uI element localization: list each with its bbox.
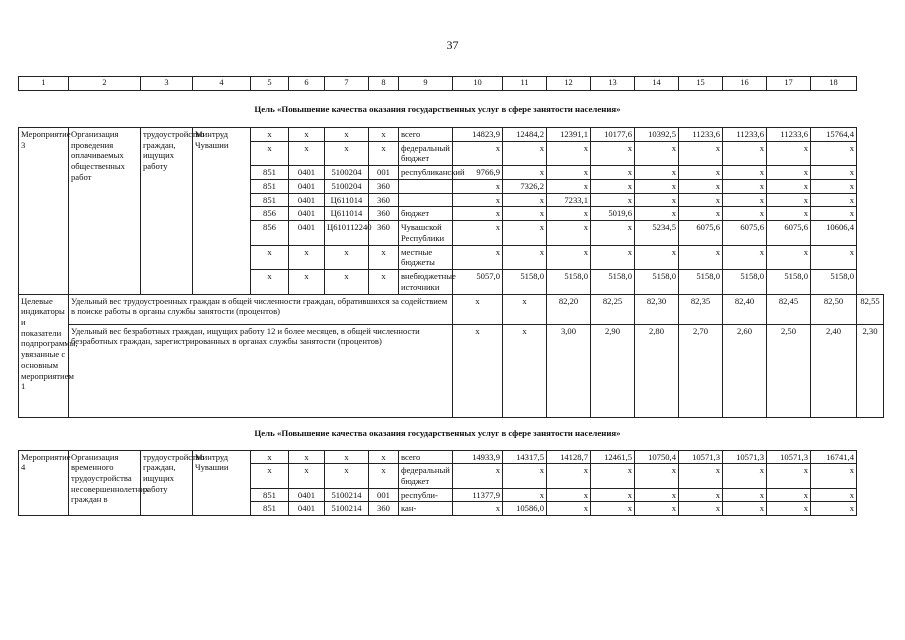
cell: x (635, 502, 679, 516)
cell: x (453, 245, 503, 269)
cell: 5158,0 (547, 270, 591, 294)
cell: x (591, 488, 635, 502)
cell: x (723, 245, 767, 269)
cell: x (289, 245, 325, 269)
cell: Ц611014 (325, 193, 369, 207)
cell: x (723, 193, 767, 207)
cell: 82,50 (811, 294, 857, 324)
cell: 10586,0 (503, 502, 547, 516)
cell: 5057,0 (453, 270, 503, 294)
cell: x (369, 245, 399, 269)
cell: x (547, 245, 591, 269)
cell: x (591, 166, 635, 180)
cell: 10571,3 (723, 450, 767, 464)
cell: 0401 (289, 221, 325, 245)
cell: x (811, 464, 857, 488)
column-number: 18 (811, 77, 857, 91)
cell: x (767, 502, 811, 516)
cell: 856 (251, 221, 289, 245)
column-number: 1 (19, 77, 69, 91)
cell: 14128,7 (547, 450, 591, 464)
cell: 7326,2 (503, 179, 547, 193)
cell: x (679, 207, 723, 221)
cell: x (503, 488, 547, 502)
cell: x (289, 128, 325, 142)
cell: x (679, 502, 723, 516)
cell: x (723, 141, 767, 165)
cell: x (325, 141, 369, 165)
cell: x (503, 221, 547, 245)
cell: x (453, 502, 503, 516)
cell: 14933,9 (453, 450, 503, 464)
cell: Ц611014 (325, 207, 369, 221)
cell: x (723, 179, 767, 193)
cell: x (547, 207, 591, 221)
cell: 0401 (289, 502, 325, 516)
cell: 0401 (289, 166, 325, 180)
cell: x (547, 502, 591, 516)
cell: x (635, 166, 679, 180)
cell: 10750,4 (635, 450, 679, 464)
column-number: 15 (679, 77, 723, 91)
cell: x (289, 270, 325, 294)
cell: x (635, 193, 679, 207)
m4-row-total (19, 450, 884, 464)
column-number: 13 (591, 77, 635, 91)
cell: 360 (369, 207, 399, 221)
cell: x (453, 221, 503, 245)
cell: 5158,0 (591, 270, 635, 294)
cell: 851 (251, 179, 289, 193)
cell: 2,90 (591, 324, 635, 417)
cell: x (251, 450, 289, 464)
column-number: 16 (723, 77, 767, 91)
cell: x (251, 245, 289, 269)
cell: 10606,4 (811, 221, 857, 245)
cell: x (547, 179, 591, 193)
cell: x (767, 245, 811, 269)
cell: 10571,3 (679, 450, 723, 464)
cell: x (767, 488, 811, 502)
cell: x (679, 488, 723, 502)
cell: x (453, 464, 503, 488)
cell: 5158,0 (635, 270, 679, 294)
cell: 001 (369, 488, 399, 502)
cell: x (591, 221, 635, 245)
cell: республиканский (399, 166, 453, 180)
cell: x (635, 488, 679, 502)
cell: x (811, 502, 857, 516)
cell: 851 (251, 166, 289, 180)
cell: x (635, 179, 679, 193)
cell: x (453, 207, 503, 221)
cell: x (503, 324, 547, 417)
cell: x (369, 464, 399, 488)
cell: 5019,6 (591, 207, 635, 221)
cell: x (325, 270, 369, 294)
cell: x (289, 450, 325, 464)
column-number: 12 (547, 77, 591, 91)
cell: x (591, 502, 635, 516)
cell: x (251, 270, 289, 294)
cell: x (325, 245, 369, 269)
cell: x (453, 294, 503, 324)
cell: 0401 (289, 193, 325, 207)
cell: 5100204 (325, 179, 369, 193)
cell: 2,50 (767, 324, 811, 417)
cell: x (679, 141, 723, 165)
cell: 5100214 (325, 502, 369, 516)
cell: 11233,6 (723, 128, 767, 142)
cell: x (503, 193, 547, 207)
cell: 2,40 (811, 324, 857, 417)
cell: всего (399, 128, 453, 142)
cell: x (503, 464, 547, 488)
cell: 82,40 (723, 294, 767, 324)
cell: 15764,4 (811, 128, 857, 142)
cell: x (635, 464, 679, 488)
cell: 6075,6 (767, 221, 811, 245)
column-number: 5 (251, 77, 289, 91)
cell: 5158,0 (723, 270, 767, 294)
cell: x (679, 179, 723, 193)
cell: x (811, 179, 857, 193)
cell: x (767, 207, 811, 221)
cell: x (679, 245, 723, 269)
cell: x (723, 502, 767, 516)
cell: x (251, 464, 289, 488)
cell: Чувашской Республики (399, 221, 453, 245)
m3-name: Мероприятие 3 (19, 128, 69, 295)
cell: x (325, 464, 369, 488)
cell: x (767, 193, 811, 207)
cell: 6075,6 (679, 221, 723, 245)
cell: x (811, 207, 857, 221)
column-number: 10 (453, 77, 503, 91)
cell: x (723, 207, 767, 221)
m3-row-total (19, 128, 884, 142)
column-number: 11 (503, 77, 547, 91)
cell: x (547, 488, 591, 502)
cell: x (723, 488, 767, 502)
cell: x (251, 128, 289, 142)
cell: 82,35 (679, 294, 723, 324)
column-number: 8 (369, 77, 399, 91)
cell: x (591, 245, 635, 269)
cell: x (811, 245, 857, 269)
cell: x (503, 166, 547, 180)
cell: внебюджетные источники (399, 270, 453, 294)
cell: 360 (369, 179, 399, 193)
cell: x (767, 141, 811, 165)
cell: x (635, 207, 679, 221)
cell: x (767, 179, 811, 193)
m4-description: Организация временного трудоустройства несовершеннолетних граждан в (69, 450, 141, 516)
cell: республи- (399, 488, 453, 502)
cell: 2,60 (723, 324, 767, 417)
column-number: 9 (399, 77, 453, 91)
cell: 2,80 (635, 324, 679, 417)
cell: 12484,2 (503, 128, 547, 142)
goal-title-2: Цель «Повышение качества оказания государственных услуг в сфере занятости населения» (254, 428, 621, 439)
cell: 856 (251, 207, 289, 221)
cell: x (811, 193, 857, 207)
cell: x (635, 141, 679, 165)
cell: 12461,5 (591, 450, 635, 464)
cell: 14317,5 (503, 450, 547, 464)
cell: 3,00 (547, 324, 591, 417)
cell: 2,30 (857, 324, 884, 417)
cell: x (289, 141, 325, 165)
cell: 82,45 (767, 294, 811, 324)
m3-executor: Минтруд Чувашии (193, 128, 251, 295)
cell: x (767, 464, 811, 488)
indicator-text-2: Удельный вес безработных граждан, ищущих работу 12 и более месяцев, в общей численности безработных граждан, зарегистрированных в органах службы занятости (процентов) (69, 324, 453, 417)
cell: x (325, 450, 369, 464)
cell: местные бюджеты (399, 245, 453, 269)
cell: 360 (369, 221, 399, 245)
cell: 2,70 (679, 324, 723, 417)
cell: 10392,5 (635, 128, 679, 142)
cell: x (723, 166, 767, 180)
cell: 11377,9 (453, 488, 503, 502)
cell: всего (399, 450, 453, 464)
indicator-text-1: Удельный вес трудоустроенных граждан в общей численности граждан, обратившихся за содействием в поиске работы в органы службы занятости (процентов) (69, 294, 453, 324)
page-number: 37 (446, 38, 459, 52)
column-number: 14 (635, 77, 679, 91)
cell: x (591, 464, 635, 488)
cell: Ц610112240 (325, 221, 369, 245)
cell: x (811, 141, 857, 165)
column-number: 6 (289, 77, 325, 91)
cell (399, 179, 453, 193)
cell: 82,25 (591, 294, 635, 324)
cell: x (369, 141, 399, 165)
cell: бюджет (399, 207, 453, 221)
cell: 82,20 (547, 294, 591, 324)
cell: 0401 (289, 207, 325, 221)
cell: x (679, 166, 723, 180)
cell: 5158,0 (503, 270, 547, 294)
cell: 851 (251, 488, 289, 502)
cell: x (811, 488, 857, 502)
cell: 360 (369, 193, 399, 207)
cell: x (289, 464, 325, 488)
cell: x (811, 166, 857, 180)
cell: 5100204 (325, 166, 369, 180)
cell: федеральный бюджет (399, 141, 453, 165)
m4-name: Мероприятие 4 (19, 450, 69, 516)
cell: 0401 (289, 488, 325, 502)
indicator-row-2 (19, 324, 884, 417)
cell: x (635, 245, 679, 269)
cell (399, 193, 453, 207)
cell: 9766,9 (453, 166, 503, 180)
cell: 851 (251, 193, 289, 207)
cell: x (369, 270, 399, 294)
cell: x (591, 179, 635, 193)
cell: 82,55 (857, 294, 884, 324)
cell: x (591, 141, 635, 165)
cell: кан- (399, 502, 453, 516)
cell: x (503, 207, 547, 221)
cell: 5100214 (325, 488, 369, 502)
cell: 360 (369, 502, 399, 516)
cell: 5158,0 (767, 270, 811, 294)
cell: x (503, 294, 547, 324)
cell: x (251, 141, 289, 165)
cell: 0401 (289, 179, 325, 193)
goal-title: Цель «Повышение качества оказания государственных услуг в сфере занятости населения» (19, 91, 857, 128)
m4-executor: Минтруд Чувашии (193, 450, 251, 516)
cell: x (679, 193, 723, 207)
cell: 001 (369, 166, 399, 180)
column-number: 4 (193, 77, 251, 91)
cell: 5234,5 (635, 221, 679, 245)
cell: 5158,0 (811, 270, 857, 294)
cell: x (547, 166, 591, 180)
cell: 11233,6 (679, 128, 723, 142)
cell: x (503, 245, 547, 269)
cell: 851 (251, 502, 289, 516)
cell: 7233,1 (547, 193, 591, 207)
cell: x (325, 128, 369, 142)
cell: 16741,4 (811, 450, 857, 464)
cell: x (767, 166, 811, 180)
m4-responsible: трудоустройство граждан, ищущих работу (141, 450, 193, 516)
indicators-label: Целевые индикаторы и показатели подпрограммы, увязанные с основным мероприятием 1 (19, 294, 69, 417)
cell: x (453, 141, 503, 165)
cell: федеральный бюджет (399, 464, 453, 488)
budget-table (18, 76, 884, 516)
column-number: 7 (325, 77, 369, 91)
cell: x (369, 128, 399, 142)
m3-description: Организация проведения оплачиваемых общественных работ (69, 128, 141, 295)
cell: x (547, 141, 591, 165)
cell: 10177,6 (591, 128, 635, 142)
column-number: 3 (141, 77, 193, 91)
cell: x (453, 324, 503, 417)
m3-responsible: трудоустройство граждан, ищущих работу (141, 128, 193, 295)
column-number: 17 (767, 77, 811, 91)
cell: x (679, 464, 723, 488)
cell: x (453, 179, 503, 193)
cell: x (591, 193, 635, 207)
column-number-row (19, 77, 884, 91)
cell: x (503, 141, 547, 165)
cell: x (453, 193, 503, 207)
cell: 12391,1 (547, 128, 591, 142)
cell: 82,30 (635, 294, 679, 324)
cell: 14823,9 (453, 128, 503, 142)
cell: x (723, 464, 767, 488)
cell: x (369, 450, 399, 464)
cell: x (547, 221, 591, 245)
cell: 5158,0 (679, 270, 723, 294)
column-number: 2 (69, 77, 141, 91)
indicator-row-1 (19, 294, 884, 324)
cell: 10571,3 (767, 450, 811, 464)
cell: 6075,6 (723, 221, 767, 245)
cell: 11233,6 (767, 128, 811, 142)
cell: x (547, 464, 591, 488)
